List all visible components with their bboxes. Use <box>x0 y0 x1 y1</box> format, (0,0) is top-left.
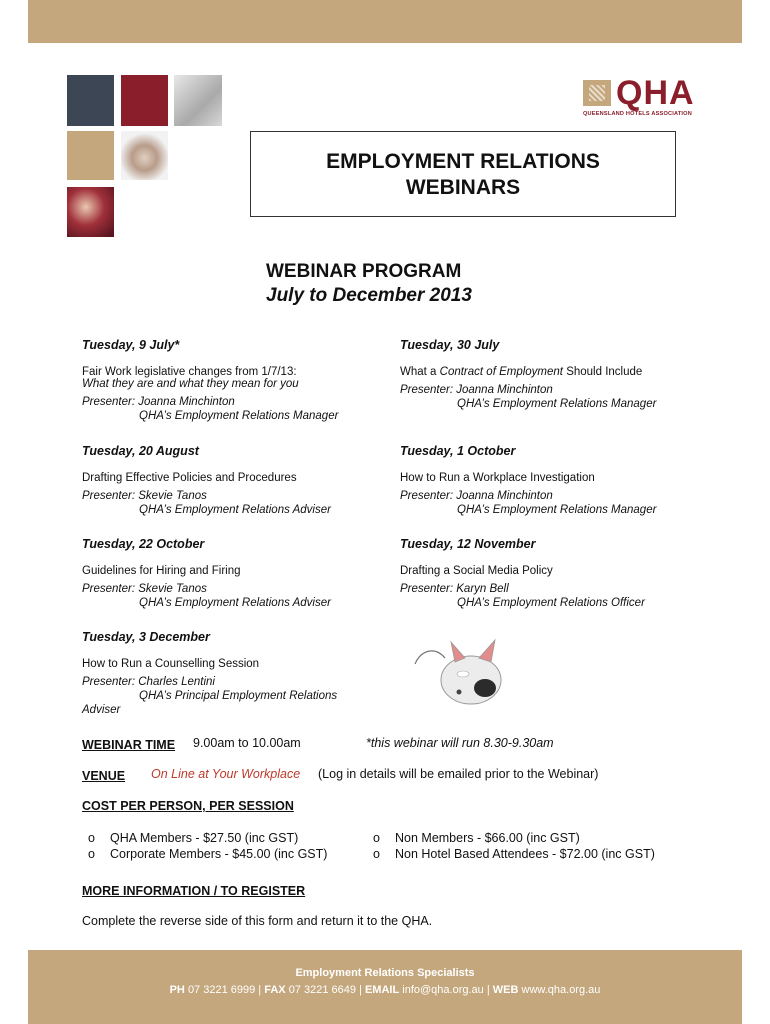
topic-emphasis: Contract of Employment <box>439 366 563 378</box>
session-card <box>82 444 372 517</box>
cost-item: QHA Members - $27.50 (inc GST) <box>110 831 299 845</box>
separator: | <box>486 984 490 996</box>
title-box <box>250 131 676 217</box>
presenter-name: Presenter: Joanna Minchinton <box>400 384 553 396</box>
presenter-role: QHA’s Employment Relations Officer <box>457 597 645 609</box>
session-date: Tuesday, 30 July <box>400 338 500 352</box>
email-link[interactable]: info@qha.org.au <box>402 984 484 996</box>
session-presenter <box>400 489 700 517</box>
building-logo-icon <box>583 80 611 106</box>
gold-square-image <box>67 131 114 180</box>
session-topic: Fair Work legislative changes from 1/7/13: <box>82 366 297 378</box>
session-presenter <box>82 489 372 517</box>
session-date: Tuesday, 3 December <box>82 630 210 644</box>
web-label: WEB <box>492 984 519 996</box>
presenter-role: QHA’s Employment Relations Manager <box>457 504 657 516</box>
list-item <box>373 830 655 846</box>
bullet-icon: o <box>88 847 95 861</box>
venue-row <box>82 767 125 785</box>
session-card <box>82 338 372 423</box>
more-info-heading: MORE INFORMATION / TO REGISTER <box>82 884 306 898</box>
presenter-name: Presenter: Skevie Tanos <box>82 583 207 595</box>
separator: | <box>359 984 362 996</box>
presenter-name: Presenter: Skevie Tanos <box>82 490 207 502</box>
logo-word: QHA <box>616 74 695 112</box>
bullet-icon: o <box>373 831 380 845</box>
session-presenter <box>400 582 700 610</box>
session-topic: Drafting Effective Policies and Procedures <box>82 472 297 484</box>
title-line-2: WEBINARS <box>405 176 521 199</box>
slate-square-image <box>67 75 114 126</box>
webinar-time-value: 9.00am to 10.00am <box>193 736 301 750</box>
more-info-text: Complete the reverse side of this form and return it to the QHA. <box>82 914 433 928</box>
presenter-role-line-2: Adviser <box>82 704 121 716</box>
wine-glasses-photo <box>67 187 114 237</box>
separator: | <box>258 984 262 996</box>
documents-photo <box>174 75 222 126</box>
session-presenter <box>400 383 700 411</box>
phone-number: 07 3221 6999 <box>187 984 256 996</box>
program-title: WEBINAR PROGRAM <box>266 261 462 282</box>
session-topic: How to Run a Workplace Investigation <box>400 472 595 484</box>
web-link[interactable]: www.qha.org.au <box>521 984 601 996</box>
topic-suffix: Should Include <box>563 366 643 378</box>
presenter-name: Presenter: Joanna Minchinton <box>400 490 553 502</box>
footer-banner <box>28 950 742 1024</box>
top-banner <box>28 0 742 43</box>
list-item <box>88 830 327 846</box>
session-card <box>82 537 372 610</box>
title-line-1: EMPLOYMENT RELATIONS <box>326 150 600 173</box>
session-date: Tuesday, 9 July* <box>82 338 180 352</box>
cost-list-right <box>373 830 655 862</box>
program-subtitle: July to December 2013 <box>266 285 472 306</box>
footer-tagline: Employment Relations Specialists <box>295 967 475 979</box>
presenter-role: QHA’s Employment Relations Adviser <box>139 597 331 609</box>
fax-number: 07 3221 6649 <box>288 984 356 996</box>
session-topic <box>400 366 700 378</box>
session-date: Tuesday, 1 October <box>400 444 516 458</box>
session-presenter <box>82 395 372 423</box>
session-topic-line-2: What they are and what they mean for you <box>82 378 299 390</box>
venue-label: VENUE <box>82 769 126 783</box>
session-presenter <box>82 675 372 717</box>
presenter-role: QHA’s Employment Relations Manager <box>457 398 657 410</box>
session-topic: Guidelines for Hiring and Firing <box>82 565 241 577</box>
logo-subtitle: QUEENSLAND HOTELS ASSOCIATION <box>583 111 692 117</box>
session-date: Tuesday, 22 October <box>82 537 205 551</box>
session-card <box>400 537 700 610</box>
cost-item: Non Hotel Based Attendees - $72.00 (inc GST) <box>395 847 655 861</box>
session-card <box>82 630 372 717</box>
topic-prefix: What a <box>400 366 440 378</box>
webinar-time-note: *this webinar will run 8.30-9.30am <box>366 736 554 750</box>
cost-heading: COST PER PERSON, PER SESSION <box>82 799 294 813</box>
session-date: Tuesday, 12 November <box>400 537 536 551</box>
presenter-role: QHA’s Principal Employment Relations <box>139 690 338 702</box>
venue-note: (Log in details will be emailed prior to the Webinar) <box>318 767 599 781</box>
footer-contacts <box>28 984 742 996</box>
bullet-icon: o <box>88 831 95 845</box>
bullet-icon: o <box>373 847 380 861</box>
handshake-photo <box>121 131 168 180</box>
presenter-role: QHA’s Employment Relations Manager <box>139 410 339 422</box>
session-presenter <box>82 582 372 610</box>
email-label: EMAIL <box>364 984 400 996</box>
session-card <box>400 338 700 411</box>
session-date: Tuesday, 20 August <box>82 444 199 458</box>
list-item <box>88 846 327 862</box>
session-topic: How to Run a Counselling Session <box>82 658 260 670</box>
program-heading <box>266 260 472 308</box>
cost-item: Corporate Members - $45.00 (inc GST) <box>110 847 328 861</box>
presenter-name: Presenter: Charles Lentini <box>82 676 215 688</box>
webinar-time-row <box>82 736 175 754</box>
presenter-name: Presenter: Joanna Minchinton <box>82 396 235 408</box>
cost-item: Non Members - $66.00 (inc GST) <box>395 831 580 845</box>
dog-mouse-mascot-icon <box>413 636 503 708</box>
phone-label: PH <box>169 984 185 996</box>
presenter-name: Presenter: Karyn Bell <box>400 583 509 595</box>
list-item <box>373 846 655 862</box>
fax-label: FAX <box>264 984 286 996</box>
cost-list-left <box>88 830 327 862</box>
venue-value: On Line at Your Workplace <box>151 767 301 781</box>
maroon-square-image <box>121 75 168 126</box>
presenter-role: QHA’s Employment Relations Adviser <box>139 504 331 516</box>
session-card <box>400 444 700 517</box>
session-topic: Drafting a Social Media Policy <box>400 565 553 577</box>
webinar-time-label: WEBINAR TIME <box>82 738 176 752</box>
qha-logo <box>583 74 703 121</box>
